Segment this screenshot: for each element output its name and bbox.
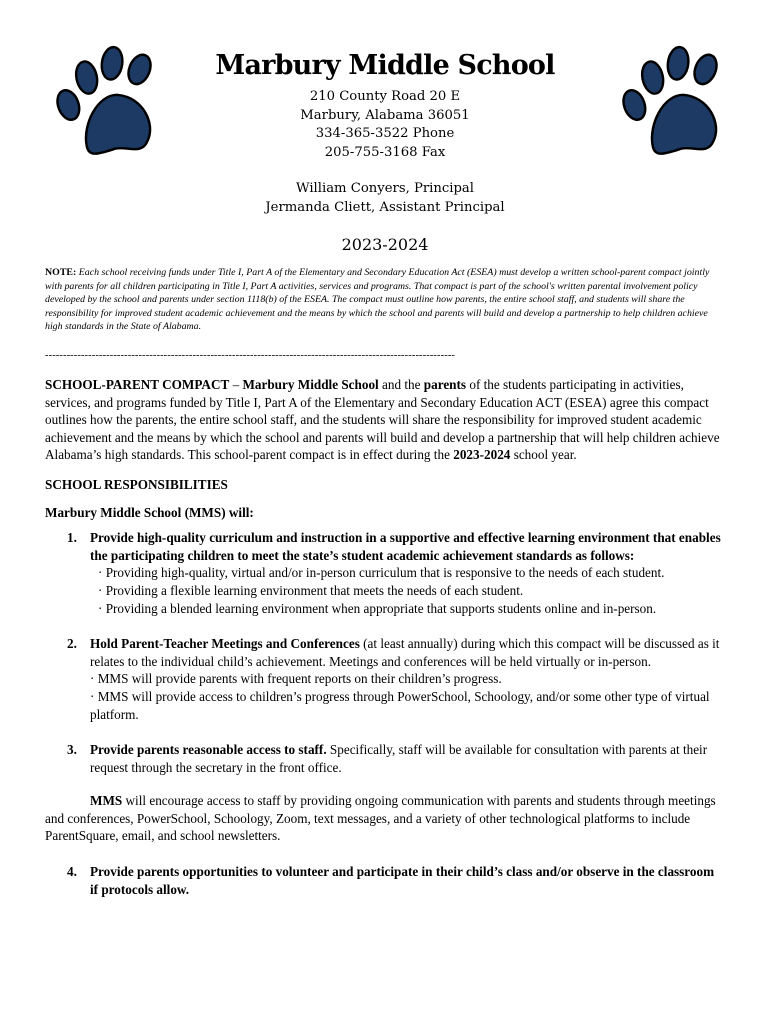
list-item: 3. Provide parents reasonable access to staff. Specifically, staff will be available for consultation with parents at their request through the secretary in the front office. [67, 742, 708, 775]
compact-parents: parents [423, 377, 467, 392]
compact-year: 2023-2024 [453, 447, 511, 463]
note-label: NOTE: [45, 267, 77, 278]
compact-intro: SCHOOL-PARENT COMPACT – Marbury Middle School and the parents of the students participating in activities, services, and programs funded by Title I, Part A of the Elementary and Secondary Education ACT (ESEA) agree this compact outlines how the parents, the entire school staff, and the students will share the responsibility for improved student academic achievement and the means by which the school and parents will build and develop a partnership that will help children achieve Alabama’s high standards. This school-parent compact is in effect during the 2023-2024 school year. [45, 377, 720, 463]
school-name: Marbury Middle School [215, 50, 555, 81]
principal-name: William Conyers, Principal [296, 181, 474, 196]
list-item: 1. Provide high-quality curriculum and instruction in a supportive and effective learning environment that enables the participating children to meet the state’s student academic achievement standards as follows: · Providing high-quality, virtual and/or in-person curriculum that is responsive to the needs of each student. · Providing a flexible learning environment that meets the needs of each student. · Providing a blended learning environment when appropriate that supports students online and in-person. [45, 529, 725, 617]
compact-heading: SCHOOL-PARENT COMPACT [45, 377, 230, 392]
address-line2: Marbury, Alabama 36051 [300, 107, 470, 123]
mms-communication-paragraph: MMS will encourage access to staff by providing ongoing communication with parents and students through meetings and conferences, PowerSchool, Schoology, Zoom, text messages, and a variety of other technological platforms to include ParentSquare, email, and school newsletters. [45, 793, 716, 844]
letterhead [150, 48, 620, 217]
responsibilities-list [45, 529, 725, 776]
address-line1: 210 County Road 20 E [309, 89, 461, 104]
item-title: Hold Parent-Teacher Meetings and Conferences [90, 636, 360, 652]
fax-number: 205-755-3168 Fax [324, 144, 446, 160]
note-text: Each school receiving funds under Title I, Part A of the Elementary and Secondary Education Act (ESEA) must develop a written school-parent compact jointly with parents for all children participating in Title I, Part A activities, services and programs. That compact is part of the school's written parental involvement policy developed by the school and parents under section 1118(b) of the ESEA. The compact must outline how parents, the entire school staff, and students will share the responsibility for improved student academic achievement and the means by which the school and parents will build and develop a partnership to help children achieve high standards in the State of Alabama. [45, 267, 710, 332]
compact-body [45, 376, 725, 916]
assistant-principal-name: Jermanda Cliett, Assistant Principal [265, 199, 505, 215]
phone-number: 334-365-3522 Phone [315, 126, 455, 141]
responsibilities-intro: Marbury Middle School (MMS) will: [45, 504, 254, 520]
school-year: 2023-2024 [341, 235, 429, 254]
section-divider: ------------------------------------------------------------------------------------------------------------------ [45, 350, 456, 361]
item-title: Provide parents opportunities to volunteer and participate in their child’s class and/or observe in the classroom if protocols allow. [90, 864, 715, 897]
list-item: 2. Hold Parent-Teacher Meetings and Conferences (at least annually) during which this compact will be discussed as it relates to the individual child’s achievement. Meetings and conferences will be held virtually or in-person. · MMS will provide parents with frequent reports on their children’s progress. · MMS will provide access to children’s progress through PowerSchool, Schoology, and/or some other type of virtual platform. [45, 635, 725, 723]
list-item: 4. Provide parents opportunities to volunteer and participate in their child’s class and/or observe in the classroom if protocols allow. [67, 864, 715, 897]
responsibilities-heading: SCHOOL RESPONSIBILITIES [45, 476, 228, 492]
bullet: · MMS will provide parents with frequent reports on their children’s progress. [90, 671, 502, 687]
bullet: · MMS will provide access to children’s progress through PowerSchool, Schoology, and/or some other type of virtual platform. [90, 688, 710, 722]
item-title: Provide high-quality curriculum and instruction in a supportive and effective learning environment that enables the participating children to meet the state’s student academic achievement standards as follows: [90, 530, 721, 563]
responsibilities-list-continued [45, 863, 725, 898]
paw-print-icon [612, 44, 734, 166]
compact-school: Marbury Middle School [242, 377, 379, 392]
bullet: · Providing a blended learning environment when appropriate that supports students online and in-person. [98, 600, 657, 616]
bullet: · Providing a flexible learning environment that meets the needs of each student. [98, 582, 524, 598]
title-i-note [45, 266, 720, 334]
item-title: Provide parents reasonable access to staff. [90, 742, 327, 758]
bullet: · Providing high-quality, virtual and/or in-person curriculum that is responsive to the needs of each student. [98, 565, 665, 581]
